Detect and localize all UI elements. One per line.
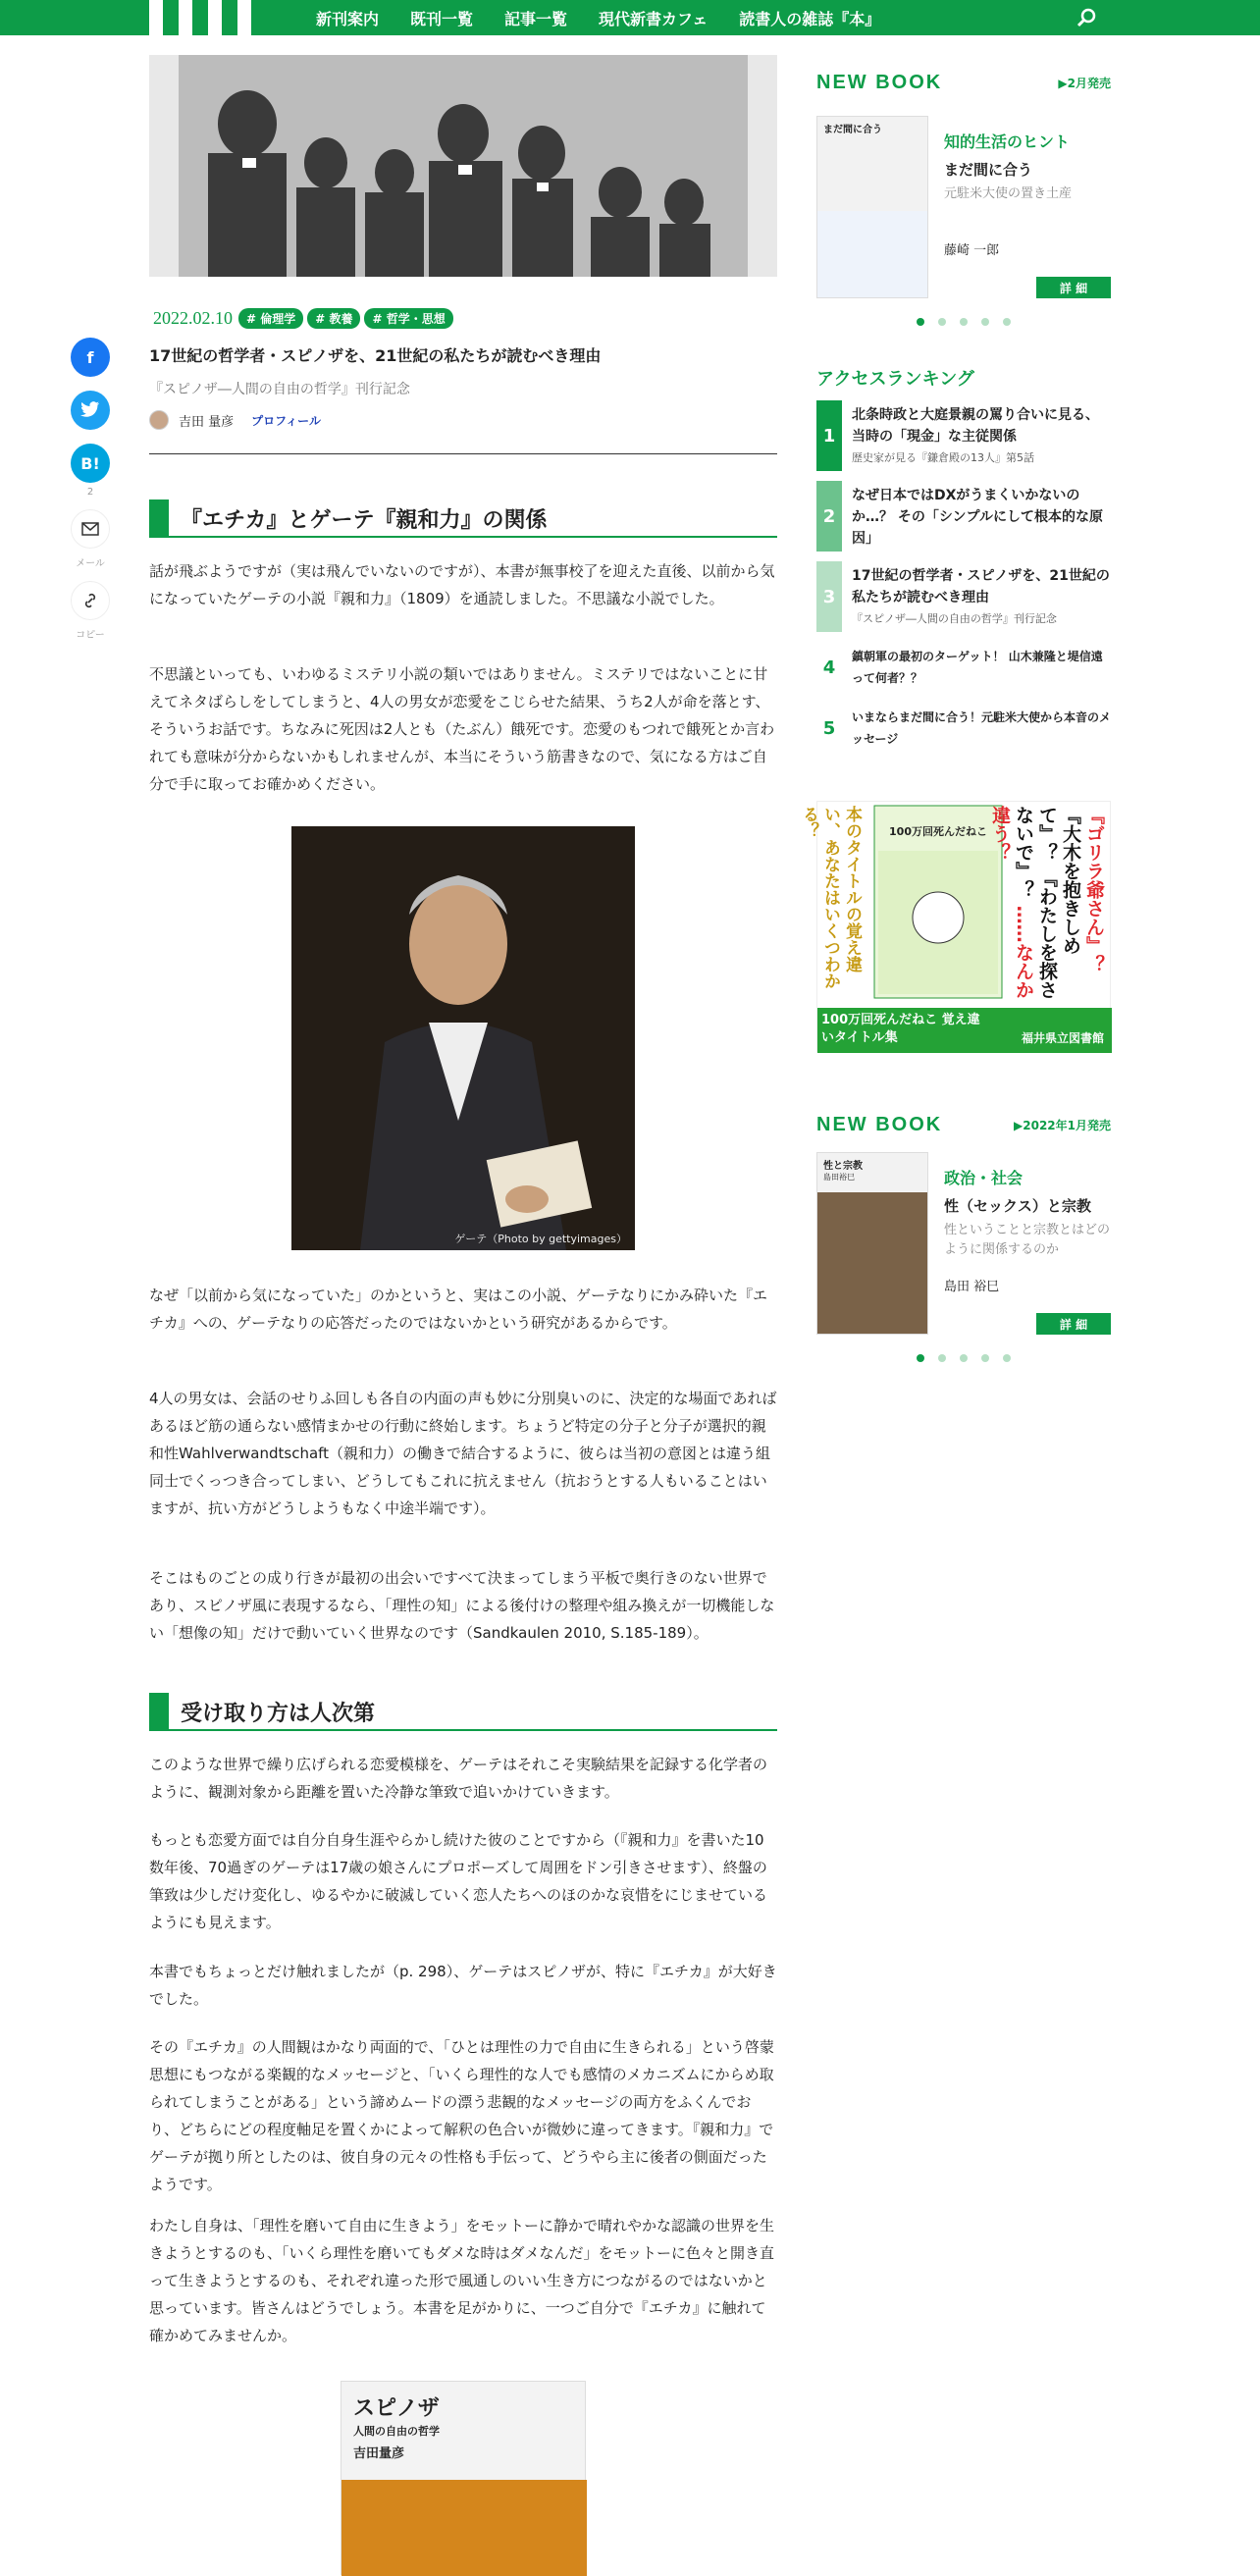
author-name: 吉田 量彦 — [179, 414, 235, 430]
ranking-title: 北条時政と大庭景親の罵り合いに見る、当時の「現金」な主従関係 — [852, 407, 1099, 445]
paragraph-9: その『エチカ』の人間観はかなり両面的で、「ひとは理性の力で自由に生きられる」という啓蒙思想にもつながる楽観的なメッセージと、「いくら理性的な人でも感情のメカニズムにからめ取られてしまうことがある」という諦めムードの漂う悲観的なメッセージの両方をふくんでおり、どちらにどの程度軸足を置くかによって解釈の色合いが微妙に違ってきます。『親和力』でゲーテが拠り所としたのは、彼自身の元々の性格も手伝って、どうやら主に後者の側面だったようです。 — [149, 2038, 774, 2193]
ranking-item[interactable] — [816, 400, 1111, 471]
new-book-label-2: NEW BOOK — [816, 1113, 943, 1135]
nav-new-releases[interactable]: 新刊案内 — [316, 9, 380, 28]
nav-cafe[interactable]: 現代新書カフェ — [599, 9, 709, 28]
hatena-count: 2 — [86, 487, 94, 498]
new-book-header-2 — [816, 1113, 1111, 1136]
goethe-portrait — [291, 826, 635, 1250]
mail-label: メール — [76, 558, 105, 569]
copy-label: コピー — [76, 630, 105, 641]
carousel-dots-2 — [816, 1354, 1111, 1362]
ranking-content — [852, 703, 1111, 754]
ranking-subtitle: 『スピノザ―人間の自由の哲学』刊行記念 — [852, 612, 1057, 625]
new-book-label-1: NEW BOOK — [816, 71, 943, 93]
divider — [149, 453, 777, 454]
ranking-content — [852, 642, 1111, 693]
article-date: 2022.02.10 — [153, 307, 233, 328]
ranking-heading: アクセスランキング — [816, 369, 974, 390]
ad-book-label: 100万回死んだねこ — [889, 825, 987, 838]
new-book-title-2: 性（セックス）と宗教 — [944, 1197, 1091, 1215]
ad-banner-sub: 福井県立図書館 — [1021, 1031, 1104, 1045]
new-book-subtitle-1: 元駐米大使の置き土産 — [944, 186, 1073, 201]
carousel-dot[interactable] — [1003, 1354, 1011, 1362]
ad-left-text: 本のタイトルの覚え違い、あなたはいくつわかる？ — [799, 806, 862, 989]
twitter-share-button[interactable] — [71, 391, 110, 430]
section-heading-2-text: 受け取り方は人次第 — [181, 1701, 376, 1726]
new-book-header-1 — [816, 71, 1111, 94]
site-logo[interactable] — [149, 0, 283, 35]
new-book-title-1: まだ間に合う — [944, 161, 1033, 179]
new-book-cover-title-1: まだ間に合う — [823, 125, 882, 135]
hero-illustration — [149, 55, 777, 277]
paragraph-7: もっとも恋愛方面では自分自身生涯やらかし続けた彼のことですから（『親和力』を書いた10数年後、70過ぎのゲーテは17歳の娘さんにプロポーズして周囲をドン引きさせます）、終盤の筆致は少しだけ変化し、ゆるやかに破滅していく恋人たちへのほのかな哀惜をにじませているようにも見えます。 — [149, 1831, 768, 1931]
new-book-release-1[interactable]: ▶2月発売 — [1058, 76, 1111, 90]
nav-magazine[interactable]: 読書人の雑誌『本』 — [739, 9, 881, 28]
carousel-dot[interactable] — [938, 318, 946, 326]
share-column — [69, 338, 112, 653]
ranking-item[interactable] — [816, 561, 1111, 632]
book-cover-subtitle: 人間の自由の哲学 — [353, 2425, 440, 2438]
mail-share-button[interactable] — [71, 509, 110, 549]
image-caption: ゲーテ（Photo by gettyimages） — [454, 1233, 627, 1245]
hero-engraving-image — [149, 55, 777, 277]
ad-banner-text: 100万回死んだねこ 覚え違いタイトル集 — [821, 1013, 980, 1045]
paragraph-6: このような世界で繰り広げられる恋愛模様を、ゲーテはそれこそ実験結果を記録する化学者のように、観測対象から距離を置いた冷静な筆致で追いかけていきます。 — [149, 1756, 768, 1801]
article-meta — [153, 306, 457, 330]
new-book-cover-author-2: 島田裕巳 — [823, 1173, 855, 1182]
goethe-portrait-image — [291, 826, 635, 1250]
ranking-content — [852, 481, 1111, 552]
new-book-card-1[interactable] — [816, 116, 1111, 312]
heading-bar — [149, 499, 169, 537]
new-book-detail-button-1[interactable]: 詳 細 — [1036, 277, 1111, 298]
search-icon[interactable] — [1076, 6, 1099, 29]
article-main — [149, 55, 777, 2461]
ad-right-line-2: 『大木を抱きしめて』？ — [1036, 806, 1081, 955]
section-heading-2 — [149, 1694, 777, 1731]
carousel-dot[interactable] — [960, 318, 968, 326]
new-book-card-2[interactable] — [816, 1152, 1111, 1348]
ranking-number: 4 — [816, 642, 842, 693]
paragraph-10: わたし自身は、「理性を磨いて自由に生きよう」をモットーに静かで晴れやかな認識の世界を生きようとするのも、「いくら理性を磨いてもダメな時はダメなんだ」をモットーに色々と開き直って生きようとするのも、それぞれ違った形で風通しのいい生き方につながるのではないかと思っています。皆さんはどうでしょう。本書を足がかりに、一つご自分で『エチカ』に触れて確かめてみませんか。 — [149, 2217, 775, 2344]
ranking-title: いまならまだ間に合う！元駐米大使から本音のメッセージ — [852, 710, 1112, 746]
heading-bar — [149, 1693, 169, 1730]
hatena-icon: B! — [80, 453, 100, 473]
paragraph-2: 不思議といっても、いわゆるミステリ小説の類いではありません。ミステリではないことに甘えてネタばらしをしてしまうと、4人の男女が恋愛をこじらせた結果、うち2人が命を落とす、そういうお話です。ちなみに死因は2人とも（たぶん）餓死です。恋愛のもつれで餓死とか言われても意味が分からないかもしれませんが、本当にそういう筋書きなので、気になる方はご自分で手に取ってお確かめください。 — [149, 665, 775, 793]
new-book-release-2[interactable]: ▶2022年1月発売 — [1014, 1118, 1111, 1132]
paragraph-3: なぜ「以前から気になっていた」のかというと、実はこの小説、ゲーテなりにかみ砕いた『エチカ』への、ゲーテなりの応答だったのではないかという研究があるからです。 — [149, 1287, 768, 1332]
paragraph-5: そこはものごとの成り行きが最初の出会いですべて決まってしまう平板で奥行きのない世界であり、スピノザ風に表現するなら、「理性の知」による後付けの整理や組み換えが一切機能しない「想像の知」だけで動いていく世界なのです（Sandkaulen 2010, S.185-189）。 — [149, 1569, 775, 1642]
author-line — [149, 410, 321, 430]
ranking-number: 3 — [816, 561, 842, 632]
ranking-item[interactable] — [816, 642, 1111, 693]
new-book-cover-title-2: 性と宗教 — [823, 1161, 863, 1172]
nav-articles[interactable]: 記事一覧 — [504, 9, 568, 28]
book-cover-title: スピノザ — [353, 2396, 440, 2421]
section-heading-1 — [149, 500, 777, 538]
hatena-bookmark-button[interactable] — [71, 444, 110, 483]
author-avatar — [149, 410, 169, 430]
ad-right-line-3: 『わたしを探さないで』？ — [1013, 806, 1058, 999]
new-book-cover-1[interactable] — [816, 116, 928, 298]
tag-philosophy[interactable]: # 哲学・思想 — [364, 308, 452, 329]
book-cover-author: 吉田量彦 — [353, 2446, 405, 2461]
carousel-dot[interactable] — [981, 1354, 989, 1362]
carousel-dot[interactable] — [917, 318, 924, 326]
new-book-category-2: 政治・社会 — [944, 1169, 1024, 1187]
carousel-dot[interactable] — [981, 318, 989, 326]
ranking-list — [816, 400, 1111, 754]
library-ad-banner[interactable] — [799, 801, 1111, 1052]
main-nav — [316, 0, 912, 35]
ranking-content — [852, 561, 1111, 632]
paragraph-1: 話が飛ぶようですが（実は飛んでいないのですが）、本書が無事校了を迎えた直後、以前から気になっていたゲーテの小説『親和力』（1809）を通読しました。不思議な小説でした。 — [149, 562, 775, 607]
mail-icon — [81, 522, 99, 536]
ranking-content — [852, 400, 1111, 471]
new-book-cover-2[interactable] — [816, 1152, 928, 1335]
new-book-author-1: 藤崎 一郎 — [944, 243, 1000, 258]
ranking-item[interactable] — [816, 481, 1111, 552]
new-book-subtitle-2: 性ということと宗教とはどのように関係するのか — [944, 1223, 1111, 1257]
new-book-category-1: 知的生活のヒント — [944, 132, 1071, 151]
carousel-dot[interactable] — [938, 1354, 946, 1362]
link-icon — [81, 592, 99, 609]
carousel-dot[interactable] — [960, 1354, 968, 1362]
paragraph-4: 4人の男女は、会話のせりふ回しも各自の内面の声も妙に分別臭いのに、決定的な場面であればあるほど筋の通らない感情まかせの行動に終始します。ちょうど特定の分子と分子が選択的親和性Wahlverwandtschaft（親和力）の働きで結合するように、彼らは当初の意図とは違う組同士でくっつき合ってしまい、どうしてもこれに抗えません（抗おうとする人もいることはいますが、抗い方がどうしようもなく中途半端です）。 — [149, 1390, 777, 1517]
article-title: 17世紀の哲学者・スピノザを、21世紀の私たちが読むべき理由 — [149, 346, 602, 365]
ranking-title: 17世紀の哲学者・スピノザを、21世紀の私たちが読むべき理由 — [852, 568, 1110, 605]
nav-backlist[interactable]: 既刊一覧 — [410, 9, 474, 28]
ranking-subtitle: 歴史家が見る『鎌倉殿の13人』第5話 — [852, 451, 1034, 464]
tag-liberal-arts[interactable]: # 教養 — [307, 308, 360, 329]
tag-ethics[interactable]: # 倫理学 — [238, 308, 303, 329]
paragraph-8: 本書でもちょっとだけ触れましたが（p. 298）、ゲーテはスピノザが、特に『エチカ』が大好きでした。 — [149, 1963, 777, 2008]
section-heading-1-text: 『エチカ』とゲーテ『親和力』の関係 — [181, 507, 548, 533]
twitter-icon — [80, 401, 100, 419]
ranking-number: 1 — [816, 400, 842, 471]
ranking-title: なぜ日本ではDXがうまくいかないのか…？ その「シンプルにして根本的な原因」 — [852, 488, 1103, 547]
ranking-number: 2 — [816, 481, 842, 552]
facebook-icon: f — [86, 347, 94, 367]
new-book-author-2: 島田 裕巳 — [944, 1280, 1000, 1294]
top-nav-bar — [0, 0, 1260, 35]
ranking-number: 5 — [816, 703, 842, 754]
carousel-dots-1 — [816, 318, 1111, 326]
sidebar — [799, 71, 1112, 1362]
ranking-item[interactable] — [816, 703, 1111, 754]
carousel-dot[interactable] — [1003, 318, 1011, 326]
copy-link-button[interactable] — [71, 581, 110, 620]
profile-link[interactable]: プロフィール — [251, 413, 321, 428]
ranking-title: 鎮朝軍の最初のターゲット！ 山木兼隆と堤信遠って何者？？ — [852, 650, 1103, 685]
carousel-dot[interactable] — [917, 1354, 924, 1362]
ad-right-line-1: 『ゴリラ爺さん』？ — [1083, 806, 1105, 973]
book-cover[interactable] — [341, 2381, 586, 2575]
new-book-detail-button-2[interactable]: 詳 細 — [1036, 1313, 1111, 1335]
book-cover-band — [341, 2480, 587, 2576]
article-subtitle: 『スピノザ―人間の自由の哲学』刊行記念 — [149, 382, 410, 397]
facebook-share-button[interactable] — [71, 338, 110, 377]
ad-right-line-4: ……なんか違う？ — [989, 806, 1034, 999]
